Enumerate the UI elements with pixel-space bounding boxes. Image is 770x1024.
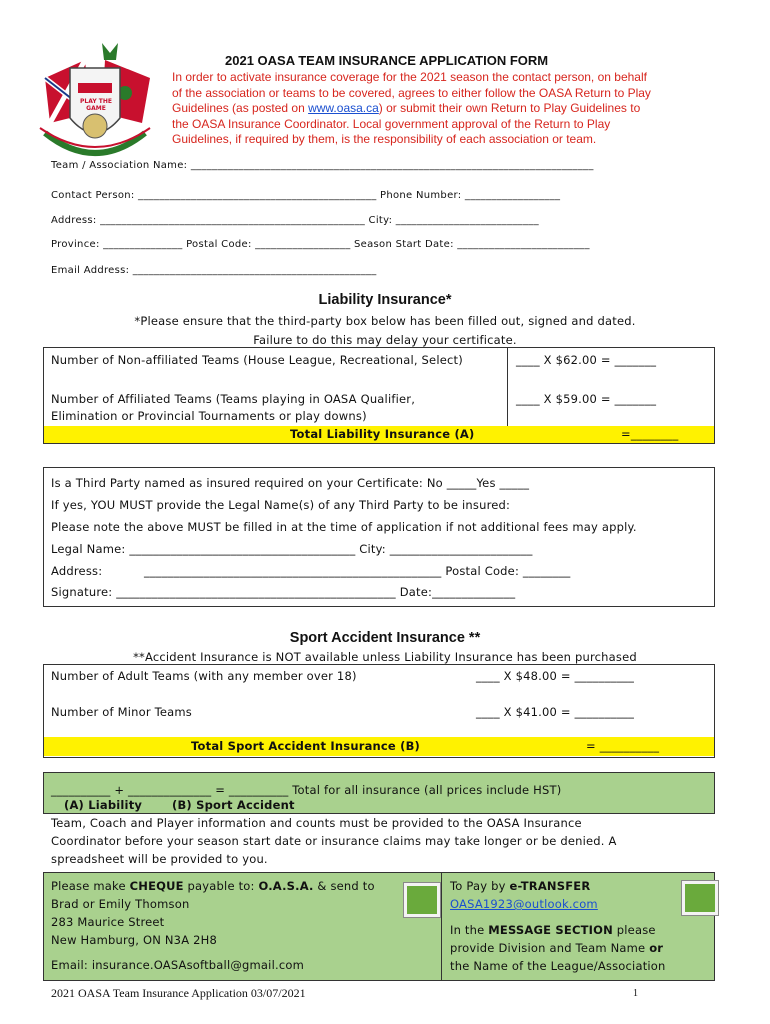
oasa-website-link[interactable]: www.oasa.ca — [308, 101, 379, 115]
cheque-city: New Hamburg, ON N3A 2H8 — [51, 933, 217, 947]
message-section-line-3: the Name of the League/Association — [450, 959, 666, 973]
third-party-line-2: If yes, YOU MUST provide the Legal Name(s) of any Third Party to be insured: — [51, 498, 511, 512]
accident-total-row — [44, 737, 714, 756]
cheque-street: 283 Maurice Street — [51, 915, 165, 929]
accident-note: **Accident Insurance is NOT available unless Liability Insurance has been purchased — [133, 650, 637, 664]
cheque-name: Brad or Emily Thomson — [51, 897, 190, 911]
accident-table — [43, 664, 715, 758]
signature-field[interactable]: Signature: _______________________________________________ Date:______________ — [51, 585, 516, 599]
grand-total-label-a: (A) Liability — [64, 798, 143, 812]
third-party-question[interactable]: Is a Third Party named as insured required on your Certificate: No _____Yes _____ — [51, 476, 530, 490]
affiliated-calc[interactable]: ____ X $59.00 = _______ — [516, 392, 657, 406]
info-line-1: Team, Coach and Player information and counts must be provided to the OASA Insurance — [51, 816, 582, 830]
third-party-address-label: Address: — [51, 564, 103, 578]
oasa-logo — [30, 38, 160, 163]
payment-box — [43, 872, 715, 981]
liability-note-2: Failure to do this may delay your certificate. — [253, 333, 517, 347]
page-number: 1 — [633, 988, 638, 999]
etransfer-heading: To Pay by e-TRANSFER — [450, 879, 591, 893]
minor-teams-calc[interactable]: ____ X $41.00 = __________ — [476, 705, 635, 719]
accident-total-value[interactable]: = __________ — [586, 739, 660, 753]
adult-teams-calc[interactable]: ____ X $48.00 = __________ — [476, 669, 635, 683]
liability-total-label: Total Liability Insurance (A) — [290, 427, 475, 441]
liability-total-row — [44, 426, 714, 443]
cheque-checkbox[interactable] — [404, 883, 440, 917]
info-line-2: Coordinator before your season start date or insurance claims may take longer or be denied. A — [51, 834, 617, 848]
non-affiliated-label: Number of Non-affiliated Teams (House League, Recreational, Select) — [51, 353, 463, 367]
third-party-line-3: Please note the above MUST be filled in at the time of application if not additional fees may apply. — [51, 520, 637, 534]
message-section-line-2: provide Division and Team Name or — [450, 941, 664, 955]
logo-text: PLAY THE GAME — [80, 98, 112, 112]
address-city-field[interactable]: Address: __________________________________________________ City: ___________________________ — [51, 215, 539, 226]
third-party-box — [43, 467, 715, 607]
accident-title: Sport Accident Insurance ** — [289, 630, 481, 646]
adult-teams-label: Number of Adult Teams (with any member over 18) — [51, 669, 357, 683]
cheque-instructions: Please make CHEQUE payable to: O.A.S.A. & send to — [51, 879, 375, 893]
affiliated-label-1: Number of Affiliated Teams (Teams playing in OASA Qualifier, — [51, 392, 416, 406]
liability-total-value[interactable]: =________ — [621, 427, 679, 441]
etransfer-email-link[interactable]: OASA1923@outlook.com — [450, 897, 598, 911]
affiliated-label-2: Elimination or Provincial Tournaments or play downs) — [51, 409, 367, 423]
intro-paragraph: In order to activate insurance coverage for the 2021 season the contact person, on behalf of the association or teams to be covered, agrees to either follow the OASA Return to Play Guidelines (as posted on www.oasa.ca) or submit their own Return to Play Guidelines to the OASA Insurance Coordinator. Local government approval of the Return to Play Guidelines, if required by them, is the responsibility of each association or team. — [172, 70, 651, 146]
contact-phone-field[interactable]: Contact Person: _____________________________________________ Phone Number: __________________ — [51, 190, 561, 201]
liability-title: Liability Insurance* — [318, 292, 452, 308]
grand-total-box — [43, 772, 715, 814]
liability-table — [43, 347, 715, 444]
third-party-address-field[interactable]: __________________________________________________ Postal Code: ________ — [144, 564, 571, 578]
form-title: 2021 OASA TEAM INSURANCE APPLICATION FORM — [225, 53, 549, 68]
accident-total-label: Total Sport Accident Insurance (B) — [191, 739, 421, 753]
etransfer-checkbox[interactable] — [682, 881, 718, 915]
message-section-line-1: In the MESSAGE SECTION please — [450, 923, 656, 937]
grand-total-label-b: (B) Sport Accident — [172, 798, 295, 812]
footer-text: 2021 OASA Team Insurance Application 03/07/2021 — [51, 986, 306, 1000]
team-name-field[interactable]: Team / Association Name: ____________________________________________________________________________ — [51, 160, 594, 171]
info-line-3: spreadsheet will be provided to you. — [51, 852, 268, 866]
legal-name-field[interactable]: Legal Name: ______________________________________ City: ________________________ — [51, 542, 533, 556]
liability-note-1: *Please ensure that the third-party box below has been filled out, signed and dated. — [134, 314, 636, 328]
minor-teams-label: Number of Minor Teams — [51, 705, 193, 719]
non-affiliated-calc[interactable]: ____ X $62.00 = _______ — [516, 353, 657, 367]
grand-total-line[interactable]: __________ + ______________ = __________ Total for all insurance (all prices include HST) — [51, 783, 562, 797]
province-postal-field[interactable]: Province: _______________ Postal Code: __________________ Season Start Date: _________________________ — [51, 239, 590, 250]
cheque-email: Email: insurance.OASAsoftball@gmail.com — [51, 958, 304, 972]
email-field[interactable]: Email Address: ______________________________________________ — [51, 265, 377, 276]
